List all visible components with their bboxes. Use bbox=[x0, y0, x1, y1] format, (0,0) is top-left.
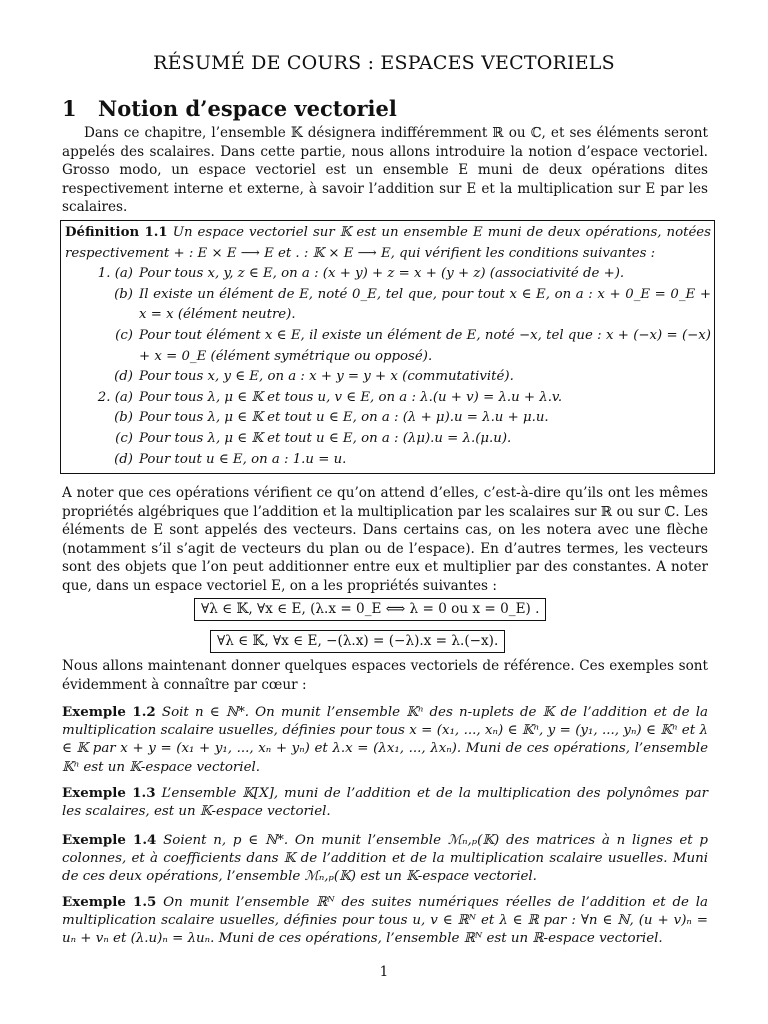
example-block bbox=[62, 784, 708, 821]
section-heading bbox=[62, 96, 397, 121]
example-block bbox=[62, 703, 708, 777]
transition-paragraph: Nous allons maintenant donner quelques espaces vectoriels de référence. Ces exemples sont évidemment à connaître par cœur : bbox=[62, 658, 708, 693]
definition-item-text: Il existe un élément de E, noté 0_E, tel que, pour tout x ∈ E, on a : x + 0_E = 0_E + x = x (élément neutre). bbox=[139, 286, 711, 323]
example-text: Soient n, p ∈ ℕ*. On munit l’ensemble ℳₙ,ₚ(𝕂) des matrices à n lignes et p colonnes, et à coefficients dans 𝕂 de l’addition et de la multiplication scalaire usuelles. Muni de ces deux opérations, l’ensemble ℳₙ,ₚ(𝕂) est un 𝕂-espace vectoriel. bbox=[62, 833, 708, 885]
definition-item-number: 2. (a) bbox=[97, 389, 133, 405]
definition-item-number: 1. (a) bbox=[97, 266, 133, 282]
definition-item-text: Pour tous x, y ∈ E, on a : x + y = y + x (commutativité). bbox=[139, 369, 514, 385]
definition-item bbox=[65, 450, 711, 471]
example-label: Exemple 1.3 bbox=[62, 785, 156, 801]
definition-item-number: (c) bbox=[115, 430, 133, 446]
definition-item-number: (b) bbox=[114, 410, 133, 426]
section-title: Notion d’espace vectoriel bbox=[98, 96, 397, 121]
definition-label: Définition 1.1 bbox=[65, 225, 168, 240]
definition-item bbox=[65, 367, 711, 388]
definition-item-number: (b) bbox=[114, 286, 133, 302]
definition-item bbox=[65, 388, 711, 409]
example-text: L’ensemble 𝕂[X], muni de l’addition et de la multiplication des polynômes par les scalaires, est un 𝕂-espace vectoriel. bbox=[62, 786, 708, 820]
example-label: Exemple 1.4 bbox=[62, 832, 157, 848]
definition-item-text: Pour tous λ, μ ∈ 𝕂 et tous u, v ∈ E, on a : λ.(u + v) = λ.u + λ.v. bbox=[139, 389, 563, 405]
property-box: ∀λ ∈ 𝕂, ∀x ∈ E, (λ.x = 0_E ⟺ λ = 0 ou x = 0_E) . bbox=[194, 598, 546, 621]
definition-item-text: Pour tout u ∈ E, on a : 1.u = u. bbox=[139, 451, 347, 467]
intro-paragraph: Dans ce chapitre, l’ensemble 𝕂 désignera indifféremment ℝ ou ℂ, et ses éléments seront appelés des scalaires. Dans cette partie, nous allons introduire la notion d’espace vectoriel. Grosso modo, un espace vectoriel est un ensemble E muni de deux opérations dites respectivement interne et externe, à savoir l’addition sur E et la multiplication sur E par les scalaires. bbox=[62, 125, 708, 216]
example-label: Exemple 1.5 bbox=[62, 894, 157, 910]
definition-item-number: (c) bbox=[115, 327, 133, 343]
definition-item-text: Pour tous λ, μ ∈ 𝕂 et tout u ∈ E, on a : (λμ).u = λ.(μ.u). bbox=[139, 430, 512, 446]
definition-item-number: (d) bbox=[114, 451, 133, 467]
definition-item-text: Pour tous λ, μ ∈ 𝕂 et tout u ∈ E, on a : (λ + μ).u = λ.u + μ.u. bbox=[139, 410, 549, 426]
definition-text: Un espace vectoriel sur 𝕂 est un ensemble E muni de deux opérations, notées respectivement + : E × E ⟶ E et . : 𝕂 × E ⟶ E, qui vérifient les conditions suivantes : bbox=[65, 225, 712, 261]
note-paragraph: A noter que ces opérations vérifient ce qu’on attend d’elles, c’est-à-dire qu’ils ont les mêmes propriétés algébriques que l’addition et la multiplication par les scalaires sur ℝ ou sur ℂ. Les éléments de E sont appelés des vecteurs. Dans certains cas, on les notera avec une flèche (notamment s’il s’agit de vecteurs du plan ou de l’espace). En d’autres termes, les vecteurs sont des objets que l’on peut additionner entre eux et multiplier par des constantes. A noter que, dans un espace vectoriel E, on a les propriétés suivantes : bbox=[62, 485, 708, 594]
page-number: 1 bbox=[379, 964, 389, 980]
definition-item bbox=[65, 408, 711, 429]
definition-item-number: (d) bbox=[114, 369, 133, 385]
example-block bbox=[62, 831, 708, 887]
definition-box bbox=[60, 220, 715, 474]
example-label: Exemple 1.2 bbox=[62, 704, 156, 720]
definition-item-text: Pour tous x, y, z ∈ E, on a : (x + y) + z = x + (y + z) (associativité de +). bbox=[139, 266, 625, 282]
document-title: RÉSUMÉ DE COURS : ESPACES VECTORIELS bbox=[153, 52, 615, 74]
example-text: Soit n ∈ ℕ*. On munit l’ensemble 𝕂ⁿ des n-uplets de 𝕂 de l’addition et de la multiplication scalaire usuelles, définies pour tous x = (x₁, ..., xₙ) ∈ 𝕂ⁿ, y = (y₁, ..., yₙ) ∈ 𝕂ⁿ et λ ∈ 𝕂 par x + y = (x₁ + y₁, ..., xₙ + yₙ) et λ.x = (λx₁, ..., λxₙ). Muni de ces opérations, l’ensemble 𝕂ⁿ est un 𝕂-espace vectoriel. bbox=[62, 705, 708, 775]
section-number: 1 bbox=[62, 96, 77, 121]
definition-item bbox=[65, 264, 711, 285]
definition-item bbox=[65, 326, 711, 367]
definition-item bbox=[65, 429, 711, 450]
definition-item bbox=[65, 285, 711, 326]
example-block bbox=[62, 893, 708, 949]
definition-item-text: Pour tout élément x ∈ E, il existe un élément de E, noté −x, tel que : x + (−x) = (−x) + x = 0_E (élément symétrique ou opposé). bbox=[139, 327, 711, 364]
example-text: On munit l’ensemble ℝᴺ des suites numériques réelles de l’addition et de la multiplication scalaire usuelles, définies pour tous u, v ∈ ℝᴺ et λ ∈ ℝ par : ∀n ∈ ℕ, (u + v)ₙ = uₙ + vₙ et (λ.u)ₙ = λuₙ. Muni de ces opérations, l’ensemble ℝᴺ est un ℝ-espace vectoriel. bbox=[62, 895, 709, 947]
property-box: ∀λ ∈ 𝕂, ∀x ∈ E, −(λ.x) = (−λ).x = λ.(−x). bbox=[210, 630, 505, 653]
